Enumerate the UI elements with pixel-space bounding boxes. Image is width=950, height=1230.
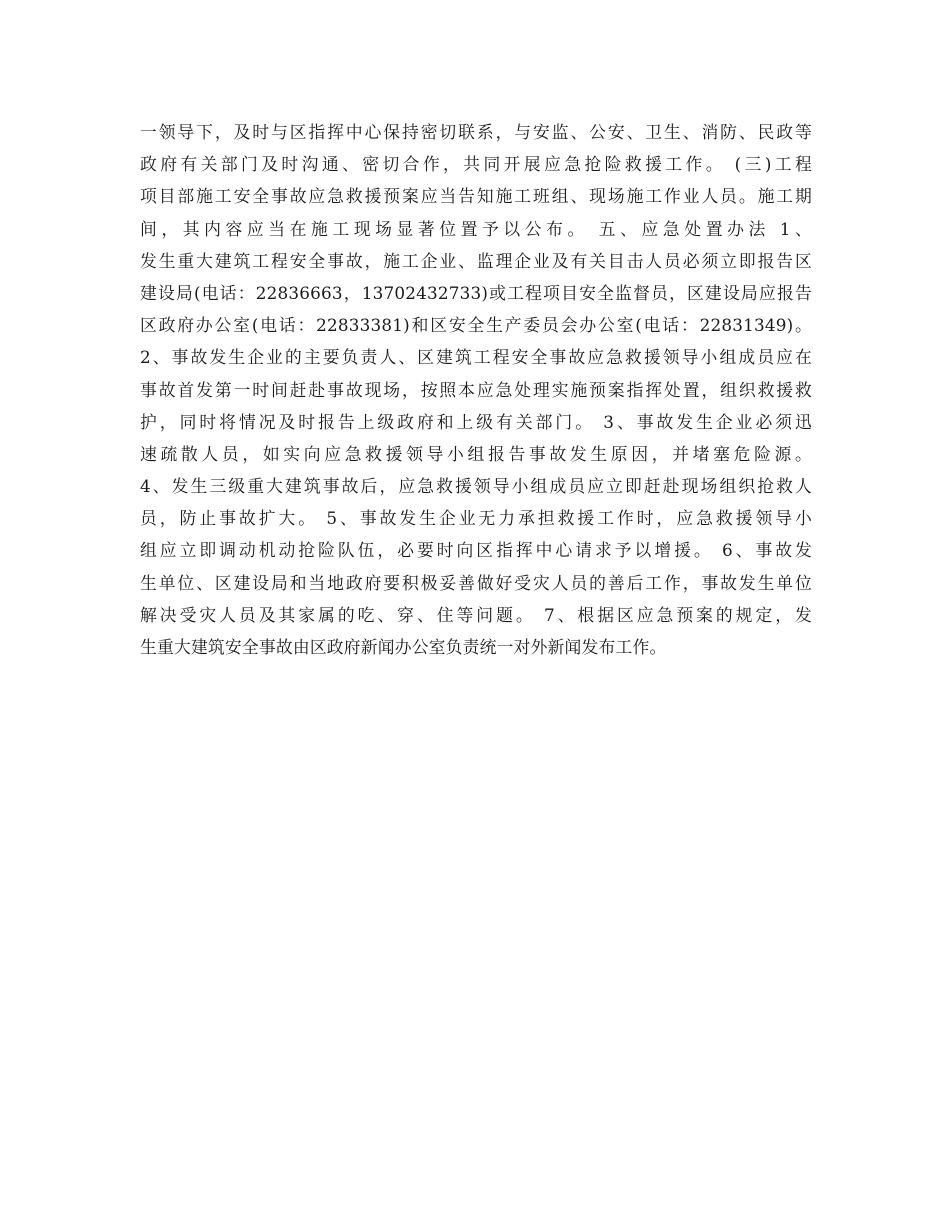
text-line: 护，同时将情况及时报告上级政府和上级有关部门。 3、事故发生企业必须迅 (140, 411, 812, 432)
text-line: 一领导下，及时与区指挥中心保持密切联系，与安监、公安、卫生、消防、民政等 (140, 122, 812, 142)
text-line: 间，其内容应当在施工现场显著位置予以公布。 五、应急处置办法 1、 (140, 218, 812, 239)
text-line: 解决受灾人员及其家属的吃、穿、住等问题。 7、根据区应急预案的规定，发 (140, 604, 812, 625)
text-line: 事故首发第一时间赶赴事故现场，按照本应急处理实施预案指挥处置，组织救援救 (140, 379, 812, 400)
document-body (140, 116, 812, 663)
text-line: 项目部施工安全事故应急救援预案应当告知施工班组、现场施工作业人员。施工期 (140, 186, 812, 207)
text-line: 发生重大建筑工程安全事故，施工企业、监理企业及有关目击人员必须立即报告区 (140, 250, 812, 271)
text-line: 政府有关部门及时沟通、密切合作，共同开展应急抢险救援工作。 (三)工程 (140, 154, 812, 175)
text-line: 组应立即调动机动抢险队伍，必要时向区指挥中心请求予以增援。 6、事故发 (140, 540, 812, 561)
text-line: 速疏散人员，如实向应急救援领导小组报告事故发生原因，并堵塞危险源。 (140, 443, 812, 464)
text-line: 建设局(电话：22836663，13702432733)或工程项目安全监督员，区建设局应报告 (140, 282, 812, 303)
text-line: 员，防止事故扩大。 5、事故发生企业无力承担救援工作时，应急救援领导小 (140, 508, 812, 529)
text-line: 生重大建筑安全事故由区政府新闻办公室负责统一对外新闻发布工作。 (140, 637, 667, 657)
text-line: 生单位、区建设局和当地政府要积极妥善做好受灾人员的善后工作，事故发生单位 (140, 572, 812, 593)
text-line: 区政府办公室(电话：22833381)和区安全生产委员会办公室(电话：22831349)。 (140, 315, 812, 336)
text-line: 2、事故发生企业的主要负责人、区建筑工程安全事故应急救援领导小组成员应在 (140, 347, 812, 368)
text-line: 4、发生三级重大建筑事故后，应急救援领导小组成员应立即赶赴现场组织抢救人 (140, 476, 812, 497)
